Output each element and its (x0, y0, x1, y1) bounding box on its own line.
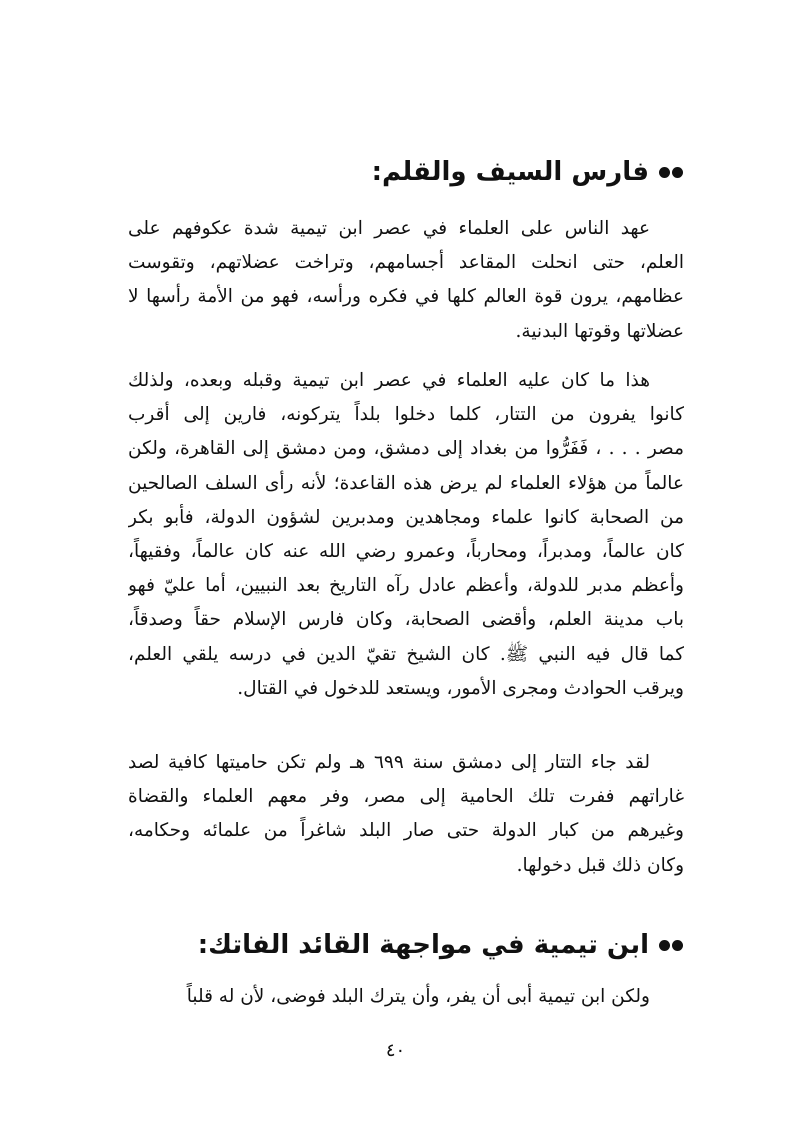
text-line: غاراتهم ففرت تلك الحامية إلى مصر، وفر معهم العلماء والقضاة (128, 786, 684, 808)
text-line: العلم، حتى انحلت المقاعد أجسامهم، وتراخت عضلاتهم، وتقوست (128, 252, 684, 274)
text-line: كانوا يفرون من التتار، كلما دخلوا بلداً يتركونه، فارين إلى أقرب (128, 404, 684, 426)
text-line: هذا ما كان عليه العلماء في عصر ابن تيمية وقبله وبعده، ولذلك (128, 370, 650, 391)
paragraph-2 (128, 364, 684, 706)
text-line: ولكن ابن تيمية أبى أن يفر، وأن يترك البلد فوضى، لأن له قلباً (186, 986, 650, 1007)
text-line: عضلاتها وقوتها البدنية. (515, 320, 684, 342)
section-heading-2 (198, 927, 683, 963)
text-line: كما قال فيه النبي ﷺ. كان الشيخ تقيّ الدين في درسه يلقي العلم، (128, 643, 684, 665)
section-heading-1 (372, 154, 683, 190)
text-line: عهد الناس على العلماء في عصر ابن تيمية شدة عكوفهم على (128, 218, 650, 239)
double-dot-bullet-icon (659, 940, 683, 951)
paragraph-1 (128, 212, 684, 349)
section-heading-1-text: فارس السيف والقلم: (371, 157, 649, 187)
double-dot-bullet-icon (659, 167, 683, 178)
text-line: من الصحابة كانوا علماء ومجاهدين ومدبرين لشؤون الدولة، فأبو بكر (128, 506, 684, 528)
text-line: مصر . . . ، فَفَرُّوا من بغداد إلى دمشق، ومن دمشق إلى القاهرة، ولكن (128, 438, 684, 460)
text-line: وأعظم مدبر للدولة، وأعظم عادل رآه التاريخ بعد النبيين، أما عليّ فهو (128, 575, 684, 597)
text-line: وكان ذلك قبل دخولها. (516, 854, 684, 876)
paragraph-4 (128, 980, 684, 1014)
text-line: وغيرهم من كبار الدولة حتى صار البلد شاغراً من علمائه وحكامه، (128, 820, 684, 842)
section-heading-2-text: ابن تيمية في مواجهة القائد الفاتك: (197, 930, 649, 960)
text-line: لقد جاء التتار إلى دمشق سنة ٦٩٩ هـ ولم تكن حاميتها كافية لصد (128, 752, 650, 773)
text-line: عالماً من هؤلاء العلماء لم يرض هذه القاعدة؛ لأنه رأى السلف الصالحين (128, 472, 684, 494)
text-line: ويرقب الحوادث ومجرى الأمور، ويستعد للدخول في القتال. (237, 677, 684, 699)
text-line: كان عالماً، ومدبراً، ومحارباً، وعمرو رضي الله عنه كان عالماً، وفقيهاً، (128, 541, 684, 563)
page-number: ٤٠ (385, 1040, 406, 1061)
text-line: باب مدينة العلم، وأقضى الصحابة، وكان فارس الإسلام حقاً وصدقاً، (128, 609, 684, 631)
text-line: عظامهم، يرون قوة العالم كلها في فكره ورأسه، فهو من الأمة رأسها لا (128, 286, 684, 308)
paragraph-3 (128, 746, 684, 883)
